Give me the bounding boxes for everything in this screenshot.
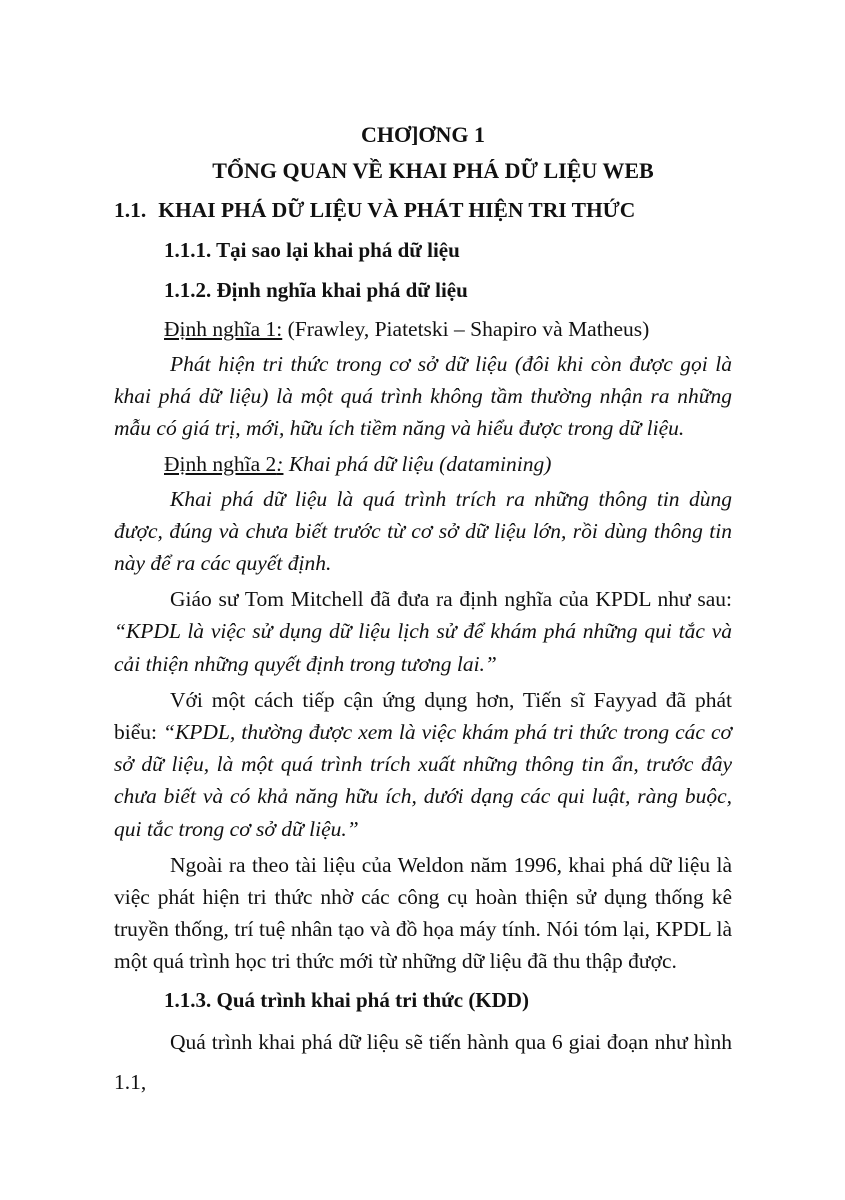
section-title: KHAI PHÁ DỮ LIỆU VÀ PHÁT HIỆN TRI THỨC xyxy=(158,198,636,222)
chapter-title: TỔNG QUAN VỀ KHAI PHÁ DỮ LIỆU WEB xyxy=(212,158,654,183)
subsection-heading-1-1-1: 1.1.1. Tại sao lại khai phá dữ liệu xyxy=(164,238,460,262)
subsection-heading-1-1-3: 1.1.3. Quá trình khai phá tri thức (KDD) xyxy=(164,987,529,1012)
chapter-label: CHƠ]ƠNG 1 xyxy=(360,122,486,147)
definition-2-subject: Khai phá dữ liệu (datamining) xyxy=(283,451,552,476)
fayyad-lead: Với một cách tiếp cận ứng dụng hơn, Tiến sĩ Fayyad đã phát biểu: xyxy=(114,687,732,745)
definition-2-heading xyxy=(114,445,732,483)
definition-1-text: Phát hiện tri thức trong cơ sở dữ liệu (đôi khi còn được gọi là khai phá dữ liệu) là một quá trình không tầm thường nhận ra những mẫu có giá trị, mới, hữu ích tiềm năng và hiểu được trong dữ liệu. xyxy=(114,352,732,441)
paragraph-weldon: Ngoài ra theo tài liệu của Weldon năm 1996, khai phá dữ liệu là việc phát hiện tri thức nhờ các công cụ hoàn thiện sử dụng thống kê truyền thống, trí tuệ nhân tạo và đồ họa máy tính. Nói tóm lại, KPDL là một quá trình học tri thức mới từ những dữ liệu đã thu thập được. xyxy=(114,852,732,974)
mitchell-lead: Giáo sư Tom Mitchell đã đưa ra định nghĩa của KPDL như sau: xyxy=(170,587,732,612)
definition-1-label: Định nghĩa 1: xyxy=(164,317,283,341)
fayyad-quote: “KPDL, thường được xem là việc khám phá tri thức trong các cơ sở dữ liệu, là một quá trình trích xuất những thông tin ẩn, trước đây chưa biết và có khả năng hữu ích, dưới dạng các qui luật, ràng buộc, qui tắc trong cơ sở dữ liệu.” xyxy=(114,720,732,841)
definition-2-text: Khai phá dữ liệu là quá trình trích ra những thông tin dùng được, đúng và chưa biết trước từ cơ sở dữ liệu lớn, rồi dùng thông tin này để ra các quyết định. xyxy=(114,486,732,576)
paragraph-kdd: Quá trình khai phá dữ liệu sẽ tiến hành qua 6 giai đoạn như hình 1.1, xyxy=(114,1029,732,1094)
definition-1-source: (Frawley, Piatetski – Shapiro và Matheus) xyxy=(282,317,650,341)
definition-1-heading xyxy=(114,310,732,348)
paragraph-mitchell xyxy=(114,583,732,680)
definition-2-colon: : xyxy=(276,451,284,476)
mitchell-quote: “KPDL là việc sử dụng dữ liệu lịch sử để khám phá những qui tắc và cải thiện những quyết định trong tương lai.” xyxy=(114,619,732,676)
section-heading-1-1 xyxy=(114,190,732,230)
paragraph-fayyad xyxy=(114,684,732,845)
definition-2-label: Định nghĩa 2 xyxy=(164,451,277,476)
subsection-heading-1-1-2: 1.1.2. Định nghĩa khai phá dữ liệu xyxy=(164,278,468,302)
section-number: 1.1. xyxy=(114,198,147,222)
page-content xyxy=(114,118,732,1102)
